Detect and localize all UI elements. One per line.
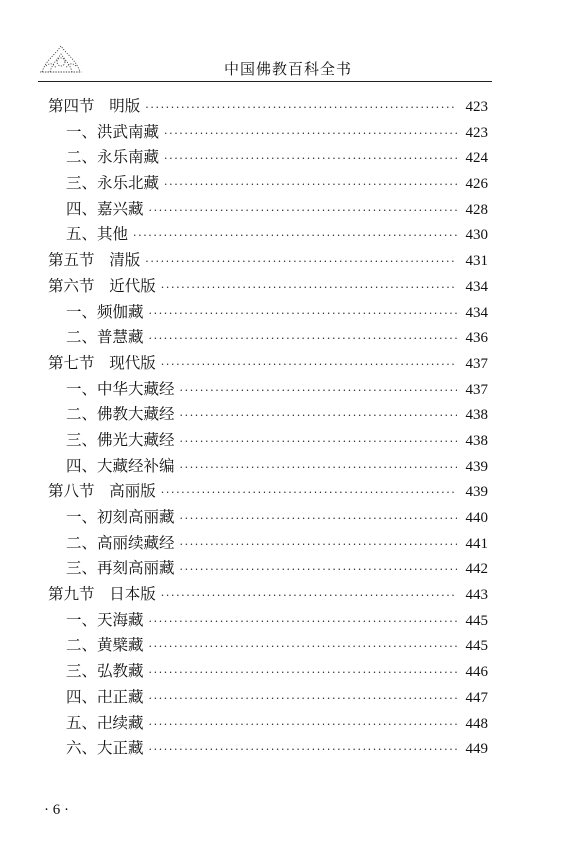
toc-entry-label: 六、大正藏	[66, 739, 144, 758]
toc-subentry[interactable]	[48, 402, 488, 428]
dot-leader	[161, 359, 457, 370]
toc-entry-page: 424	[465, 150, 488, 167]
toc-section-entry[interactable]	[48, 479, 488, 505]
toc-subentry[interactable]	[48, 608, 488, 634]
toc-subentry[interactable]	[48, 428, 488, 454]
toc-entry-label: 四、大藏经补编	[66, 456, 175, 475]
toc-entry-page: 437	[465, 355, 488, 372]
toc-entry-page: 440	[465, 510, 488, 526]
toc-entry-label: 三、佛光大藏经	[66, 430, 175, 449]
dot-leader	[149, 693, 457, 704]
toc-subentry[interactable]	[48, 505, 488, 531]
toc-subentry[interactable]	[48, 659, 488, 685]
toc-entry-label: 第五节 清版	[48, 251, 141, 270]
dot-leader	[145, 256, 457, 267]
toc-subentry[interactable]	[48, 531, 488, 557]
toc-subentry[interactable]	[48, 377, 488, 403]
toc-entry-page: 449	[465, 741, 488, 758]
toc-entry-page: 430	[465, 227, 488, 244]
toc-entry-page: 445	[465, 612, 488, 629]
toc-entry-label: 第四节 明版	[48, 97, 141, 115]
toc-entry-label: 第六节 近代版	[48, 276, 156, 295]
toc-entry-page: 423	[465, 99, 488, 115]
toc-entry-page: 446	[465, 664, 488, 681]
dot-leader	[180, 513, 457, 524]
dot-leader	[149, 616, 457, 627]
toc-subentry[interactable]	[48, 711, 488, 737]
toc-entry-label: 一、中华大藏经	[66, 379, 175, 398]
toc-subentry[interactable]	[48, 736, 488, 762]
toc-entry-page: 434	[465, 278, 488, 295]
dot-leader	[149, 744, 457, 755]
toc-entry-label: 三、永乐北藏	[66, 174, 160, 193]
toc-subentry[interactable]	[48, 171, 488, 197]
dot-leader	[164, 179, 457, 190]
dot-leader	[149, 667, 457, 678]
lotus-emblem-icon	[38, 42, 84, 74]
toc-subentry[interactable]	[48, 556, 488, 582]
toc-entry-label: 五、其他	[66, 225, 129, 244]
toc-entry-page: 434	[465, 304, 488, 321]
toc-entry-label: 三、再刻高丽藏	[66, 559, 175, 578]
toc-entry-page: 439	[465, 484, 488, 501]
table-of-contents	[48, 94, 488, 762]
dot-leader	[149, 641, 457, 652]
toc-entry-page: 438	[465, 432, 488, 449]
dot-leader	[180, 410, 457, 421]
toc-section-entry[interactable]	[48, 582, 488, 608]
toc-entry-label: 三、弘教藏	[66, 662, 144, 681]
toc-subentry[interactable]	[48, 300, 488, 326]
toc-section-entry[interactable]	[48, 274, 488, 300]
toc-entry-page: 423	[465, 124, 488, 141]
toc-entry-page: 443	[465, 587, 488, 604]
toc-entry-label: 一、初刻高丽藏	[66, 508, 175, 526]
page-number: · 6 ·	[44, 802, 69, 818]
dot-leader	[164, 128, 457, 139]
dot-leader	[161, 282, 457, 293]
dot-leader	[149, 333, 457, 344]
toc-subentry[interactable]	[48, 222, 488, 248]
toc-section-entry[interactable]	[48, 248, 488, 274]
toc-entry-label: 二、黄檗藏	[66, 636, 144, 655]
toc-entry-label: 四、卍正藏	[66, 687, 144, 706]
toc-entry-label: 二、普慧藏	[66, 328, 144, 347]
toc-subentry[interactable]	[48, 325, 488, 351]
toc-entry-label: 一、洪武南藏	[66, 122, 160, 141]
toc-entry-label: 一、频伽藏	[66, 302, 144, 321]
toc-entry-page: 437	[465, 381, 488, 398]
toc-entry-page: 447	[465, 689, 488, 706]
toc-entry-page: 426	[465, 176, 488, 193]
dot-leader	[161, 487, 457, 498]
toc-entry-label: 第九节 日本版	[48, 585, 156, 604]
header-rule	[38, 81, 492, 82]
toc-subentry[interactable]	[48, 633, 488, 659]
toc-subentry[interactable]	[48, 197, 488, 223]
dot-leader	[149, 205, 457, 216]
toc-entry-page: 441	[465, 535, 488, 552]
book-title: 中国佛教百科全书	[223, 60, 352, 78]
toc-entry-page: 439	[465, 458, 488, 475]
dot-leader	[133, 230, 457, 241]
toc-entry-label: 第七节 现代版	[48, 353, 156, 372]
toc-entry-page: 438	[465, 407, 488, 424]
toc-entry-page: 448	[465, 715, 488, 732]
dot-leader	[149, 719, 457, 730]
toc-entry-label: 第八节 高丽版	[48, 482, 156, 501]
dot-leader	[149, 308, 457, 319]
toc-subentry[interactable]	[48, 120, 488, 146]
toc-entry-page: 428	[465, 201, 488, 218]
dot-leader	[161, 590, 457, 601]
toc-entry-label: 一、天海藏	[66, 610, 144, 629]
toc-subentry[interactable]	[48, 685, 488, 711]
running-header	[38, 38, 492, 82]
dot-leader	[180, 436, 457, 447]
dot-leader	[180, 385, 457, 396]
toc-entry-label: 二、高丽续藏经	[66, 533, 175, 552]
toc-entry-page: 431	[465, 253, 488, 270]
toc-subentry[interactable]	[48, 454, 488, 480]
toc-entry-label: 四、嘉兴藏	[66, 199, 144, 218]
toc-section-entry[interactable]	[48, 94, 488, 120]
toc-entry-label: 二、佛教大藏经	[66, 405, 175, 424]
toc-entry-label: 五、卍续藏	[66, 713, 144, 732]
toc-entry-page: 442	[465, 561, 488, 578]
dot-leader	[180, 462, 457, 473]
toc-entry-page: 445	[465, 638, 488, 655]
toc-subentry[interactable]	[48, 145, 488, 171]
dot-leader	[180, 539, 457, 550]
dot-leader	[145, 102, 457, 113]
dot-leader	[180, 564, 457, 575]
toc-entry-label: 二、永乐南藏	[66, 148, 160, 167]
toc-section-entry[interactable]	[48, 351, 488, 377]
toc-entry-page: 436	[465, 330, 488, 347]
dot-leader	[164, 153, 457, 164]
